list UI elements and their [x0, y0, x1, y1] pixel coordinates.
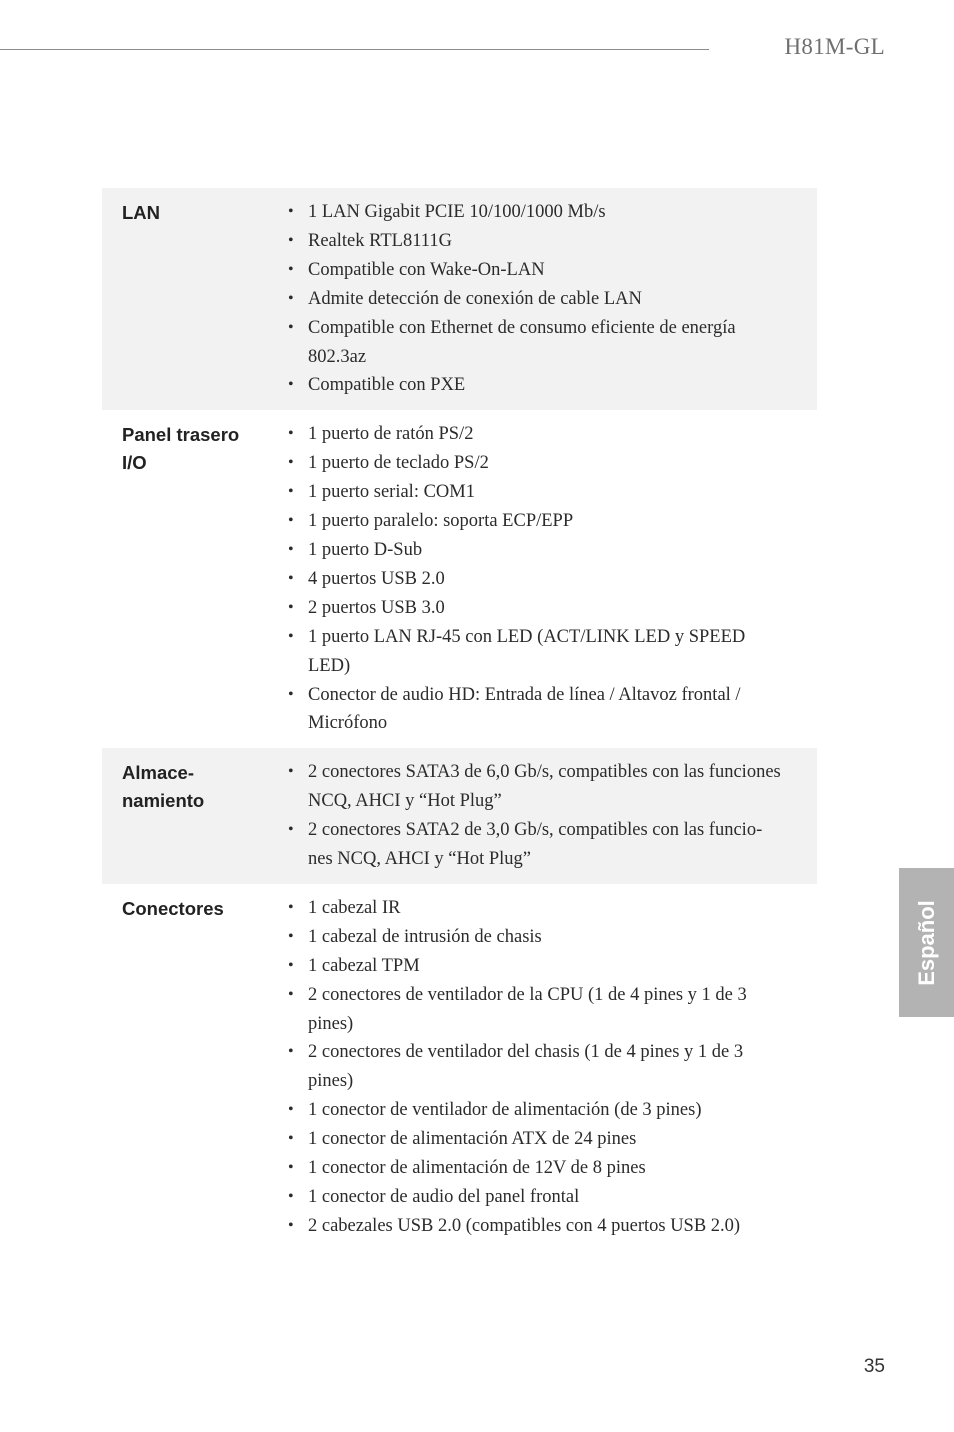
language-tab: [899, 868, 954, 1017]
spec-label-line: I/O: [122, 452, 147, 474]
spec-item-list: [286, 894, 786, 1241]
spec-table: [102, 188, 817, 1251]
spec-item: • 2 conectores SATA3 de 6,0 Gb/s, compatibles con las funciones NCQ, AHCI y “Hot Plug”: [286, 758, 786, 816]
spec-item: • 1 puerto de ratón PS/2: [286, 420, 786, 449]
spec-row: [102, 188, 817, 410]
spec-row: [102, 410, 817, 748]
spec-item: • 4 puertos USB 2.0: [286, 565, 786, 594]
spec-item: • 1 conector de ventilador de alimentación (de 3 pines): [286, 1096, 786, 1125]
model-title: H81M-GL: [784, 34, 885, 59]
spec-item: • 2 cabezales USB 2.0 (compatibles con 4 puertos USB 2.0): [286, 1212, 786, 1241]
spec-item: • Compatible con PXE: [286, 371, 786, 400]
spec-item: • 1 puerto LAN RJ-45 con LED (ACT/LINK LED y SPEED LED): [286, 623, 786, 681]
spec-item-list: [286, 420, 786, 738]
spec-item: • 1 puerto serial: COM1: [286, 478, 786, 507]
spec-item: • 1 LAN Gigabit PCIE 10/100/1000 Mb/s: [286, 198, 786, 227]
spec-item: • Realtek RTL8111G: [286, 227, 786, 256]
spec-item: • 1 puerto D-Sub: [286, 536, 786, 565]
spec-item: • 1 cabezal de intrusión de chasis: [286, 923, 786, 952]
spec-item: • 1 puerto paralelo: soporta ECP/EPP: [286, 507, 786, 536]
spec-label: [102, 420, 286, 738]
spec-item: • 1 conector de alimentación de 12V de 8 pines: [286, 1154, 786, 1183]
spec-item: • 1 cabezal TPM: [286, 952, 786, 981]
language-tab-label: Español: [913, 899, 939, 986]
spec-label: [102, 894, 286, 1241]
header-rule: [0, 49, 709, 50]
spec-label-line: Almace-: [122, 762, 194, 784]
spec-item: • 2 conectores de ventilador de la CPU (1 de 4 pines y 1 de 3 pines): [286, 981, 786, 1039]
spec-item: • Admite detección de conexión de cable LAN: [286, 285, 786, 314]
spec-item: • Compatible con Wake-On-LAN: [286, 256, 786, 285]
spec-item: • 1 puerto de teclado PS/2: [286, 449, 786, 478]
page-number: 35: [863, 1356, 885, 1377]
spec-item-list: [286, 198, 786, 400]
spec-item: • Conector de audio HD: Entrada de línea / Altavoz frontal / Micrófono: [286, 681, 786, 739]
spec-item: • 2 conectores de ventilador del chasis (1 de 4 pines y 1 de 3 pines): [286, 1038, 786, 1096]
spec-row: [102, 884, 817, 1251]
spec-label: [102, 758, 286, 874]
spec-item: • 1 conector de audio del panel frontal: [286, 1183, 786, 1212]
spec-item: • 1 cabezal IR: [286, 894, 786, 923]
spec-item-list: [286, 758, 786, 874]
spec-item: • 2 conectores SATA2 de 3,0 Gb/s, compatibles con las funcio-nes NCQ, AHCI y “Hot Plug”: [286, 816, 786, 874]
spec-label-line: Conectores: [122, 897, 224, 919]
spec-label-line: Panel trasero: [122, 424, 240, 446]
spec-label-line: LAN: [122, 202, 161, 223]
spec-label: [102, 198, 286, 400]
spec-item: • 1 conector de alimentación ATX de 24 pines: [286, 1125, 786, 1154]
spec-row: [102, 748, 817, 884]
spec-item: • 2 puertos USB 3.0: [286, 594, 786, 623]
spec-label-line: namiento: [122, 790, 205, 812]
spec-item: • Compatible con Ethernet de consumo eficiente de energía 802.3az: [286, 314, 786, 372]
